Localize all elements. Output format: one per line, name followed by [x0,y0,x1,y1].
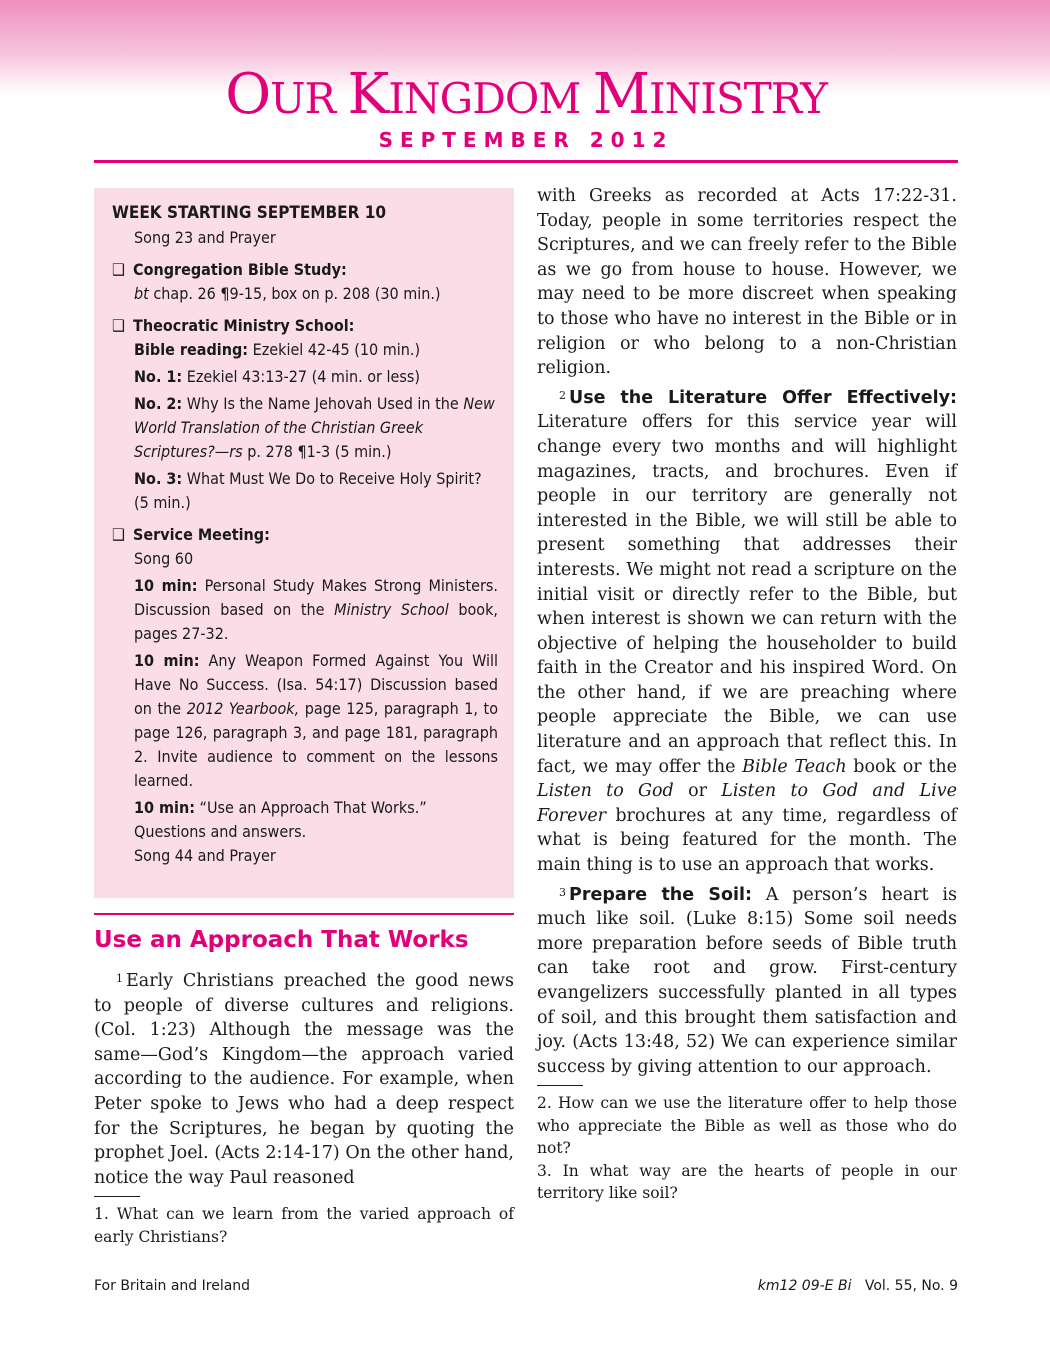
article-title: Use an Approach That Works [94,927,469,953]
left-column-text [94,967,514,1248]
talk-no1: No. 1: Ezekiel 43:13-27 (4 min. or less) [134,367,420,386]
masthead-rule [94,160,958,163]
tms-heading: ❑ Theocratic Ministry School: [112,314,498,338]
article-rule [94,913,514,915]
sm-song: Song 60 [134,549,194,568]
sm-part-2: 10 min: Any Weapon Formed Against You Will Have No Success. (Isa. 54:17) Discussion based on the 2012 Yearbook, page 125, paragraph 1, to page 126, paragraph 3, and page 181, paragraph 2. Invite audience to comment on the lessons learned. [134,651,499,790]
footer-region: For Britain and Ireland [94,1278,251,1294]
paragraph-3: $^3$ Prepare the Soil: A person’s heart is much like soil. (Luke 8:15) Some soil needs more preparation before seeds of Bible truth can take root and grow. First-century evangelizers successfully planted in all types of soil, and this brought them satisfaction and joy. (Acts 13:48, 52) We can experience similar success by giving attention to our approach. [537,884,957,1077]
sm-heading: ❑ Service Meeting: [112,523,498,547]
closing-song: Song 44 and Prayer [134,846,276,865]
meeting-schedule-box [94,188,514,898]
cbs-heading: ❑ Congregation Bible Study: [112,258,498,282]
sm-part-1: 10 min: Personal Study Makes Strong Ministers. Discussion based on the Ministry School book, pages 27-32. [134,576,499,643]
talk-no3: No. 3: What Must We Do to Receive Holy Spirit? (5 min.) [134,469,482,512]
paragraph-1-continued: with Greeks as recorded at Acts 17:22-31. Today, people in some territories respect the Scriptures, and we can freely refer to the Bible as we go from house to house. However, we may need to be more discreet when speaking to those who have no interest in the Bible or in religion or who belong to a non-Christian religion. [537,186,957,379]
bible-reading: Bible reading: Ezekiel 42-45 (10 min.) [134,340,421,359]
paragraph-1: $^1$ Early Christians preached the good news to people of diverse cultures and religions. (Col. 1:23) Although the message was the same—God’s Kingdom—the approach varied according to the audience. For example, when Peter spoke to Jews who had a deep respect for the Scriptures, he began by quoting the prophet Joel. (Acts 2:14-17) On the other hand, notice the way Paul reasoned [94,971,514,1188]
week-heading: WEEK STARTING SEPTEMBER 10 [112,203,386,223]
question-rule [94,1196,140,1197]
checkbox-icon: ❑ [112,316,125,335]
question-3: 3. In what way are the hearts of people in our territory like soil? [537,1161,957,1203]
question-rule [537,1085,583,1086]
question-2: 2. How can we use the literature offer to help those who appreciate the Bible as well as those who do not? [537,1094,957,1158]
checkbox-icon: ❑ [112,525,125,544]
footer-issue-code: km12 09-E Bi Vol. 55, No. 9 [757,1278,958,1294]
paragraph-2: $^2$ Use the Literature Offer Effectively: Literature offers for this service year will change every two months and will highlight magazines, tracts, and brochures. Even if people in our territory are generally not interested in the Bible, we will still be able to present something that addresses their interests. We might not read a scripture on the initial visit or directly refer to the Bible, but when interest is shown we can return with the objective of helping the householder to build faith in the Creator and his inspired Word. On the other hand, if we are preaching where people appreciate the Bible, we can use literature and an approach that reflect this. In fact, we may offer the Bible Teach book or the Listen to God or Listen to God and Live Forever brochures at any time, regardless of what is being featured for the month. The main thing is to use an approach that works. [537,387,958,876]
talk-no2: No. 2: Why Is the Name Jehovah Used in the New World Translation of the Christian Greek Scriptures?—rs p. 278 ¶1-3 (5 min.) [134,394,495,461]
sm-part-3: 10 min: “Use an Approach That Works.” Questions and answers. [134,798,427,841]
masthead-title: OUR KINGDOM MINISTRY [225,62,827,127]
right-column-text [537,184,957,1205]
question-1: 1. What can we learn from the varied approach of early Christians? [94,1205,514,1246]
cbs-assignment: bt chap. 26 ¶9-15, box on p. 208 (30 min.) [134,284,441,303]
issue-date: SEPTEMBER 2012 [378,128,674,152]
checkbox-icon: ❑ [112,260,125,279]
opening-song: Song 23 and Prayer [134,228,276,247]
